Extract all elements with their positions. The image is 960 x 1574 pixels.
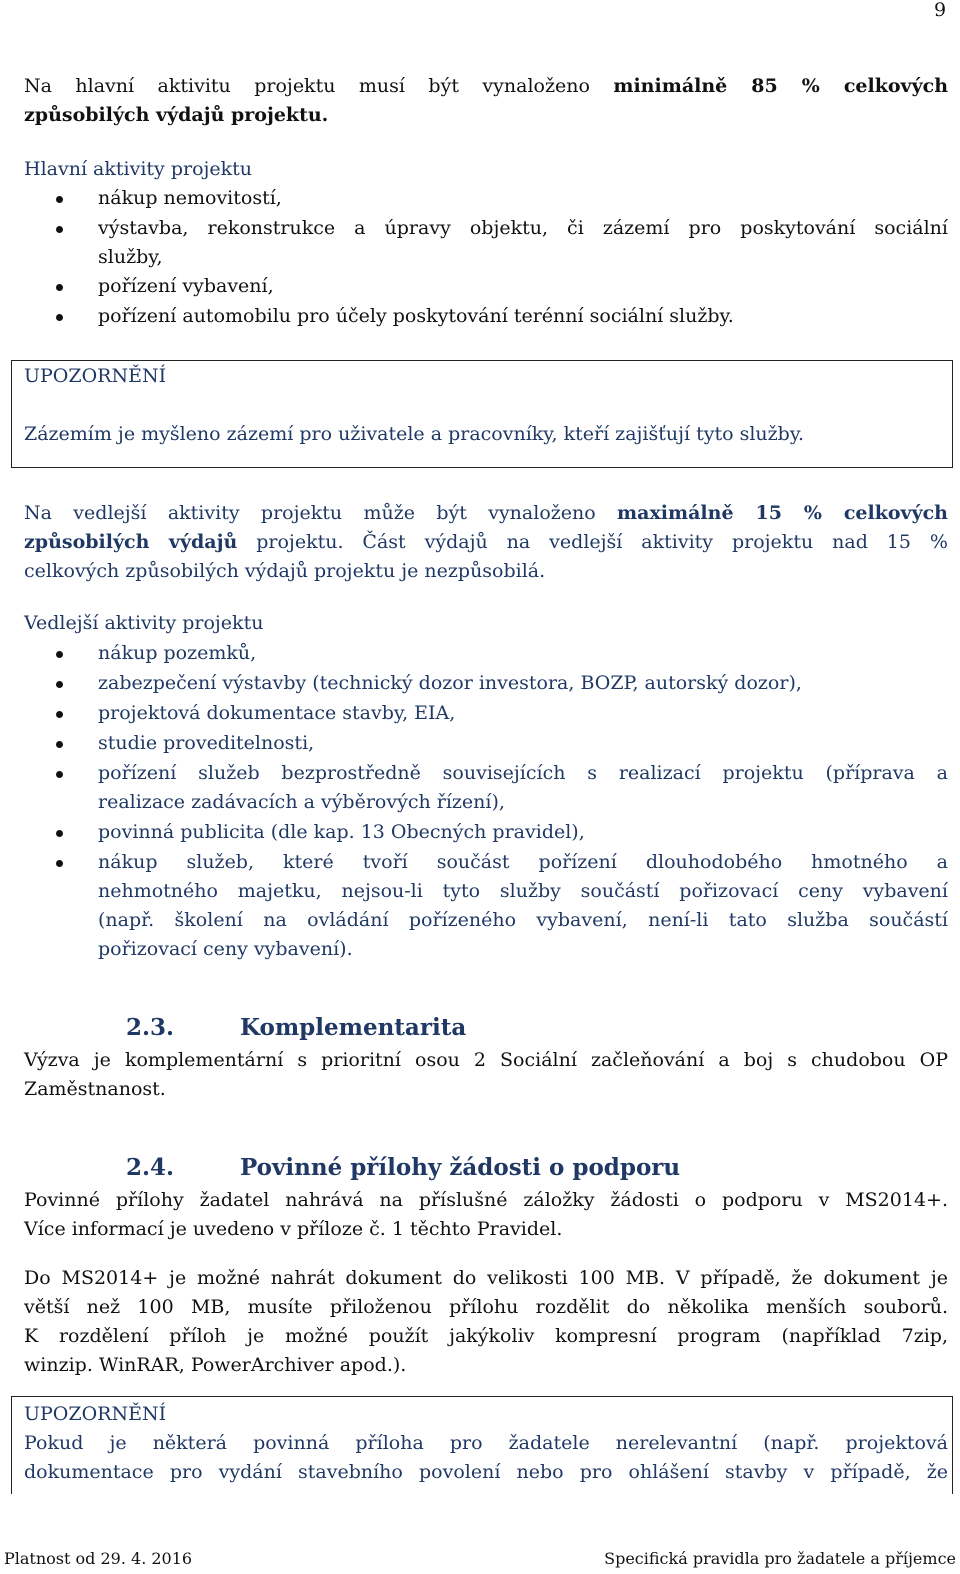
list-item-cont: pořizovací ceny vybavení). bbox=[98, 938, 353, 960]
section-text-line: Zaměstnanost. bbox=[24, 1078, 166, 1100]
bullet-icon bbox=[56, 314, 63, 321]
secondary-text-cont: projektu. Část výdajů na vedlejší aktivity projektu nad 15 % bbox=[237, 531, 948, 553]
bullet-icon bbox=[56, 196, 63, 203]
notice-text: dokumentace pro vydání stavebního povolení nebo pro ohlášení stavby v případě, že bbox=[24, 1461, 948, 1483]
list-item: projektová dokumentace stavby, EIA, bbox=[98, 702, 456, 724]
footer-right: Specifická pravidla pro žadatele a příjemce bbox=[604, 1549, 956, 1568]
bullet-icon bbox=[56, 681, 63, 688]
list-item: studie proveditelnosti, bbox=[98, 732, 315, 754]
notice-text: Zázemím je myšleno zázemí pro uživatele a pracovníky, kteří zajišťují tyto služby. bbox=[24, 423, 805, 445]
notice-text: Pokud je některá povinná příloha pro žadatele nerelevantní (např. projektová bbox=[24, 1432, 948, 1454]
list-item: nákup nemovitostí, bbox=[98, 187, 282, 209]
secondary-line-3: celkových způsobilých výdajů projektu je nezpůsobilá. bbox=[24, 560, 546, 582]
secondary-line-2 bbox=[24, 528, 948, 557]
intro-emphasis: minimálně 85 % celkových bbox=[613, 75, 949, 97]
section-number: 2.4. bbox=[126, 1154, 175, 1181]
secondary-emphasis-cont: způsobilých výdajů bbox=[24, 531, 238, 553]
list-item: povinná publicita (dle kap. 13 Obecných pravidel), bbox=[98, 821, 585, 843]
intro-text: Na hlavní aktivitu projektu musí být vynaloženo bbox=[24, 75, 614, 97]
bullet-icon bbox=[56, 284, 63, 291]
list-item: výstavba, rekonstrukce a úpravy objektu, či zázemí pro poskytování sociální bbox=[98, 217, 948, 239]
list-item-cont: nehmotného majetku, nejsou-li tyto služby součástí pořizovací ceny vybavení bbox=[98, 880, 948, 902]
secondary-line-1 bbox=[24, 499, 948, 528]
section-text-line: K rozdělení příloh je možné použít jakýkoliv kompresní program (například 7zip, bbox=[24, 1325, 948, 1347]
intro-emphasis-cont: způsobilých výdajů projektu. bbox=[24, 104, 329, 126]
bullet-icon bbox=[56, 860, 63, 867]
bullet-icon bbox=[56, 771, 63, 778]
list-item: zabezpečení výstavby (technický dozor investora, BOZP, autorský dozor), bbox=[98, 672, 802, 694]
section-title: Povinné přílohy žádosti o podporu bbox=[240, 1154, 681, 1181]
section-text-line: větší než 100 MB, musíte přiloženou přílohu rozdělit do několika menších souborů. bbox=[24, 1296, 948, 1318]
footer-left: Platnost od 29. 4. 2016 bbox=[4, 1549, 193, 1568]
intro-line-2 bbox=[24, 101, 948, 130]
section-title: Komplementarita bbox=[240, 1014, 467, 1041]
secondary-text: Na vedlejší aktivity projektu může být vynaloženo bbox=[24, 502, 618, 524]
bullet-icon bbox=[56, 830, 63, 837]
list-item-cont: realizace zadávacích a výběrových řízení), bbox=[98, 791, 505, 813]
bullet-icon bbox=[56, 651, 63, 658]
section-number: 2.3. bbox=[126, 1014, 175, 1041]
bullet-icon bbox=[56, 741, 63, 748]
section-text-line: Povinné přílohy žadatel nahrává na příslušné záložky žádosti o podporu v MS2014+. bbox=[24, 1189, 948, 1211]
page-number: 9 bbox=[934, 0, 947, 21]
section-text-line: winzip. WinRAR, PowerArchiver apod.). bbox=[24, 1354, 407, 1376]
intro-line-1 bbox=[24, 72, 948, 101]
section-text-line: Více informací je uvedeno v příloze č. 1 těchto Pravidel. bbox=[24, 1218, 563, 1240]
bullet-icon bbox=[56, 711, 63, 718]
list-item-cont: (např. školení na ovládání pořízeného vybavení, není-li tato služba součástí bbox=[98, 909, 948, 931]
list-item: nákup služeb, které tvoří součást pořízení dlouhodobého hmotného a bbox=[98, 851, 948, 873]
notice-heading: UPOZORNĚNÍ bbox=[24, 1403, 167, 1425]
secondary-activities-heading: Vedlejší aktivity projektu bbox=[24, 612, 264, 634]
list-item: nákup pozemků, bbox=[98, 642, 257, 664]
section-text-line: Do MS2014+ je možné nahrát dokument do velikosti 100 MB. V případě, že dokument je bbox=[24, 1267, 948, 1289]
section-text-line: Výzva je komplementární s prioritní osou 2 Sociální začleňování a boj s chudobou OP bbox=[24, 1049, 948, 1071]
notice-heading: UPOZORNĚNÍ bbox=[24, 365, 167, 387]
list-item-cont: služby, bbox=[98, 246, 163, 268]
list-item: pořízení automobilu pro účely poskytování terénní sociální služby. bbox=[98, 305, 734, 327]
main-activities-heading: Hlavní aktivity projektu bbox=[24, 158, 253, 180]
secondary-emphasis: maximálně 15 % celkových bbox=[617, 502, 948, 524]
list-item: pořízení služeb bezprostředně souvisejících s realizací projektu (příprava a bbox=[98, 762, 948, 784]
bullet-icon bbox=[56, 226, 63, 233]
list-item: pořízení vybavení, bbox=[98, 275, 274, 297]
